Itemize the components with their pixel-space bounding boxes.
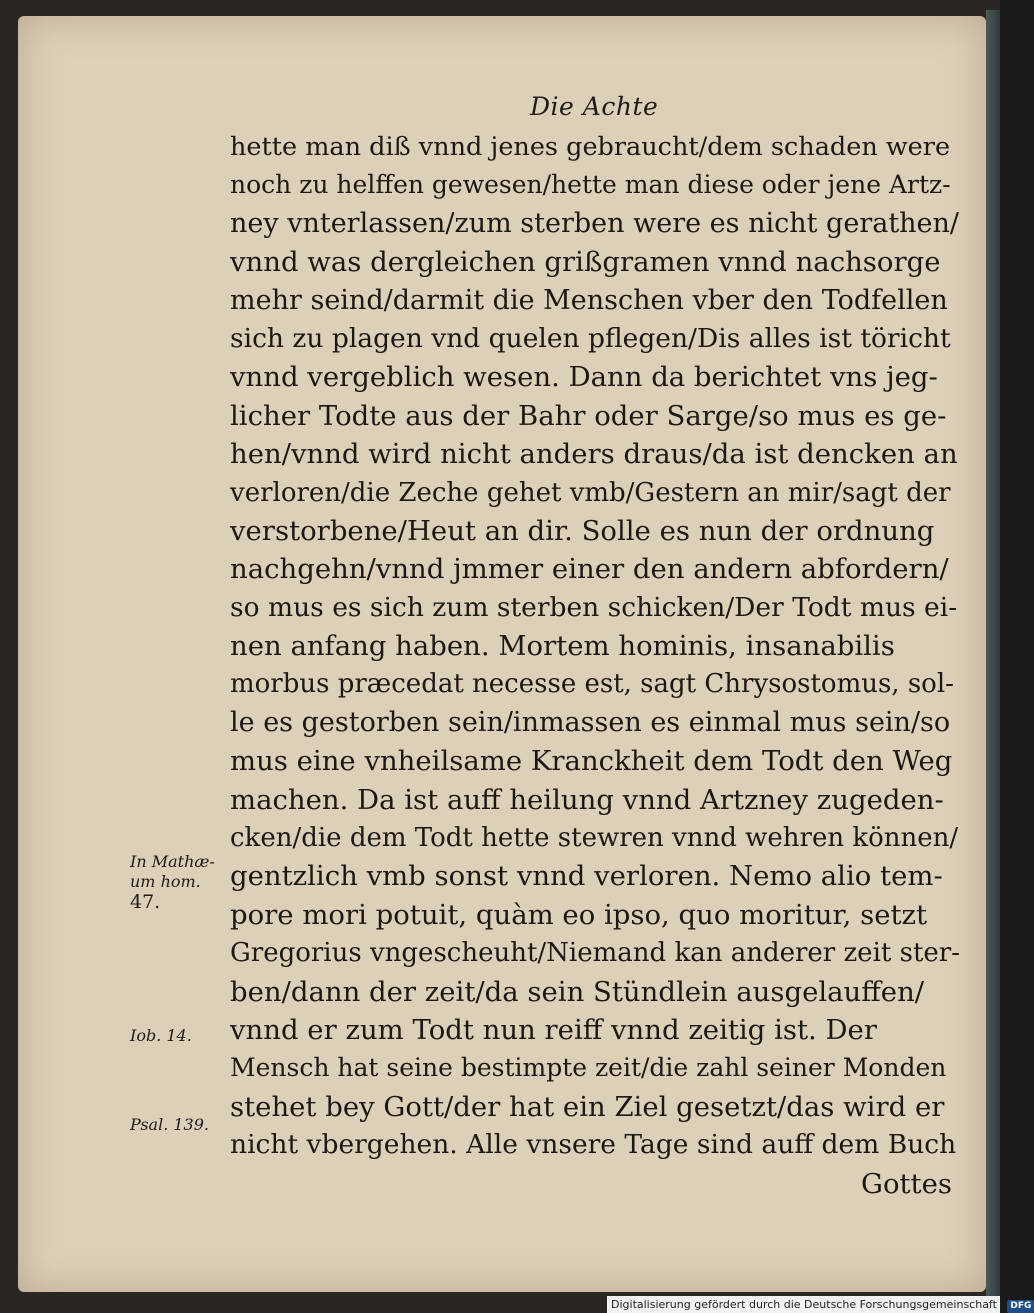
text-line: noch zu helffen gewesen/hette man diese oder jene Artz- (230, 170, 951, 200)
margin-note-matthaeum (130, 852, 220, 912)
text-line: ney vnterlassen/zum sterben were es nicht gerathen/ (230, 207, 960, 239)
margin-note-line: 47. (130, 891, 161, 913)
text-line: machen. Da ist auff heilung vnnd Artzney zugeden- (230, 783, 944, 816)
text-line: verstorbene/Heut an dir. Solle es nun der ordnung (230, 514, 935, 547)
text-line: Mensch hat seine bestimpte zeit/die zahl seiner Monden (230, 1053, 947, 1083)
text-line: vnnd vergeblich wesen. Dann da berichtet vns jeg- (230, 361, 938, 394)
text-line: ben/dann der zeit/da sein Stündlein ausgelauffen/ (230, 975, 925, 1008)
text-line: vnnd er zum Todt nun reiff vnnd zeitig ist. Der (230, 1013, 877, 1046)
text-line: hette man diß vnnd jenes gebraucht/dem schaden were (230, 132, 951, 162)
text-line: mus eine vnheilsame Kranckheit dem Todt den Weg (230, 745, 953, 778)
text-line: so mus es sich zum sterben schicken/Der Todt mus ei- (230, 591, 958, 623)
text-line: cken/die dem Todt hette stewren vnnd wehren können/ (230, 823, 959, 854)
text-line: pore mori potuit, quàm eo ipso, quo moritur, setzt (230, 898, 928, 931)
margin-note-line: In Mathæ- (130, 852, 215, 871)
footer-text: Digitalisierung gefördert durch die Deutsche Forschungsgemeinschaft - (611, 1298, 1005, 1311)
text-line: gentzlich vmb sonst vnnd verloren. Nemo alio tem- (230, 860, 943, 893)
book-edge (986, 10, 1000, 1300)
text-line: morbus præcedat necesse est, sagt Chrysostomus, sol- (230, 669, 954, 700)
catchword: Gottes (860, 1167, 952, 1200)
margin-note-line: um hom. (130, 872, 201, 891)
dfg-logo: DFG (1007, 1300, 1034, 1313)
margin-note-iob: Iob. 14. (130, 1026, 192, 1045)
text-line: vnnd was dergleichen grißgramen vnnd nachsorge (230, 246, 941, 279)
text-line: nachgehn/vnnd jmmer einer den andern abfordern/ (230, 553, 949, 586)
text-line: mehr seind/darmit die Menschen vber den Todfellen (230, 284, 948, 316)
margin-note-psal: Psal. 139. (130, 1115, 209, 1134)
text-line: le es gestorben sein/inmassen es einmal mus sein/so (230, 706, 951, 738)
body-text (230, 128, 960, 1203)
text-line: stehet bey Gott/der hat ein Ziel gesetzt/das wird er (230, 1090, 945, 1123)
text-line: nen anfang haben. Mortem hominis, insanabilis (230, 630, 895, 663)
running-header: Die Achte (530, 92, 659, 121)
digitization-footer (607, 1296, 1032, 1313)
text-line: Gregorius vngescheuht/Niemand kan anderer zeit ster- (230, 938, 960, 969)
text-line: hen/vnnd wird nicht anders draus/da ist dencken an (230, 438, 958, 471)
text-line: licher Todte aus der Bahr oder Sarge/so mus es ge- (230, 399, 947, 432)
text-line: nicht vbergehen. Alle vnsere Tage sind auff dem Buch (230, 1129, 957, 1161)
text-line: verloren/die Zeche gehet vmb/Gestern an mir/sagt der (230, 477, 951, 508)
text-line: sich zu plagen vnd quelen pflegen/Dis alles ist töricht (230, 322, 951, 354)
